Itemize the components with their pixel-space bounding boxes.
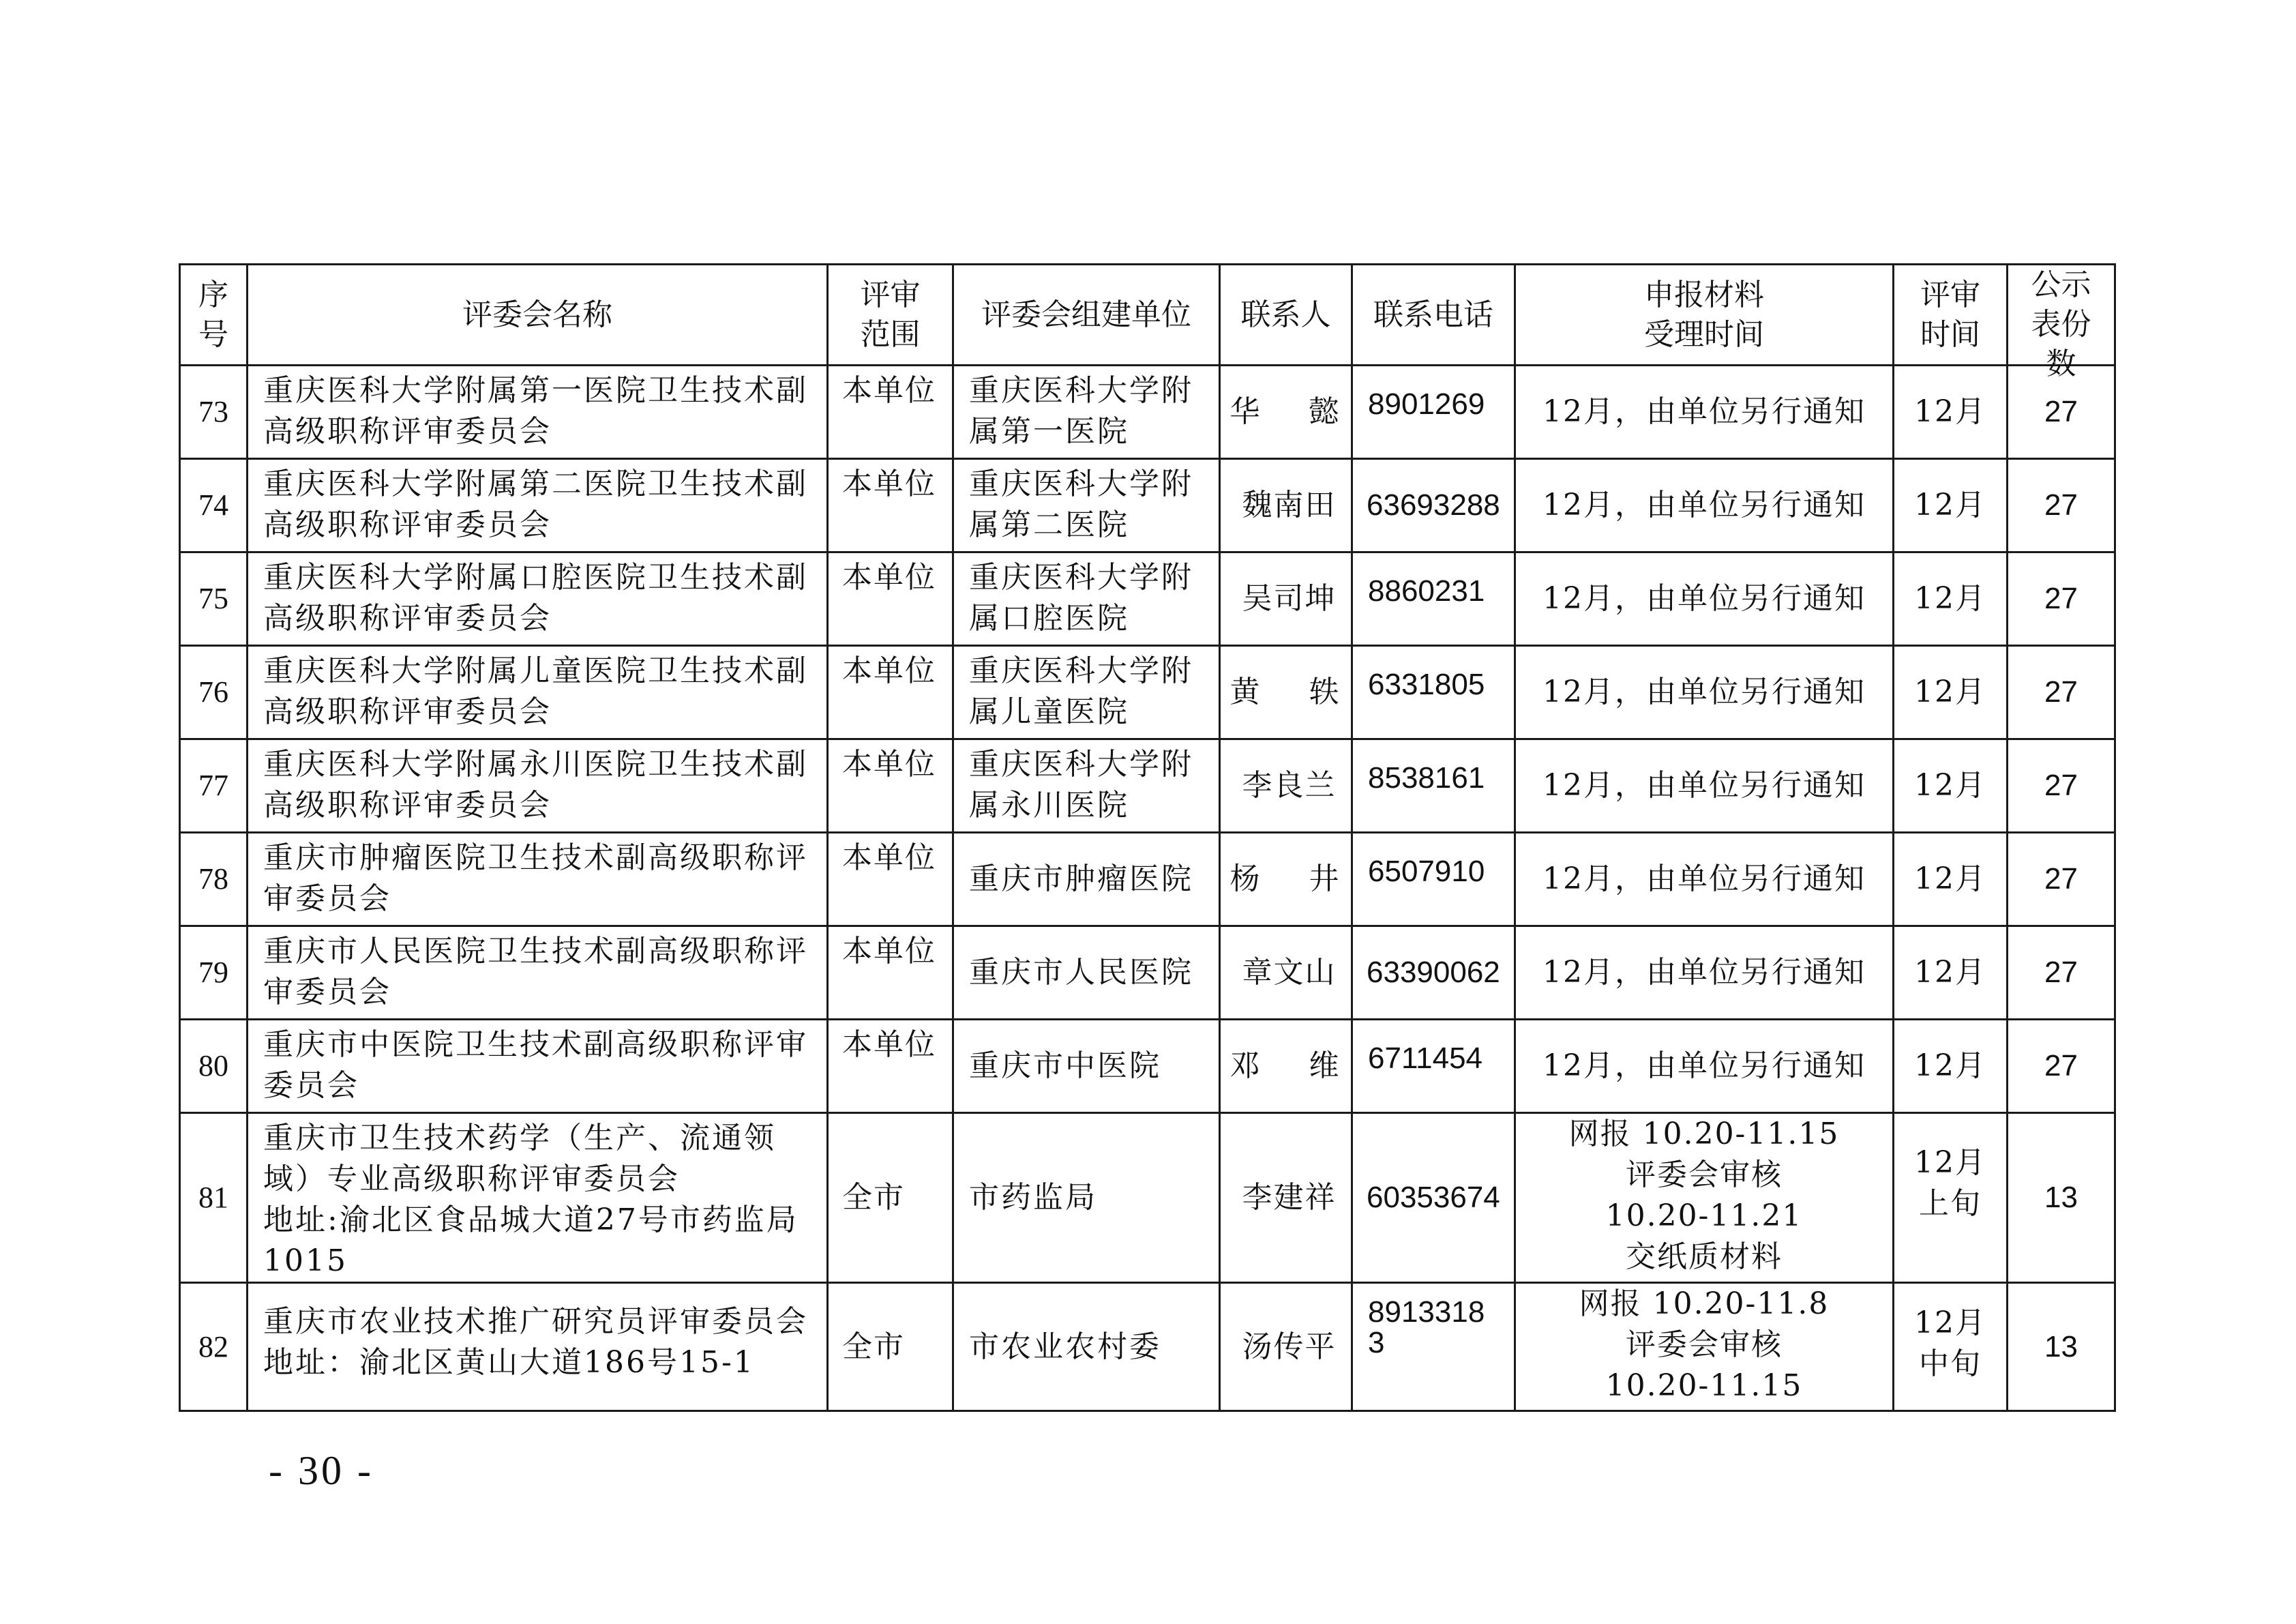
row-no: 73 bbox=[180, 366, 248, 459]
contact-phone: 6331805 bbox=[1352, 646, 1515, 739]
review-scope: 全市 bbox=[828, 1283, 953, 1411]
accept-time: 12月，由单位另行通知 bbox=[1515, 646, 1894, 739]
review-scope: 本单位 bbox=[828, 833, 953, 926]
copies-count: 27 bbox=[2008, 552, 2115, 646]
committee-name: 重庆医科大学附属口腔医院卫生技术副高级职称评审委员会 bbox=[248, 552, 828, 646]
table-row bbox=[180, 1283, 2115, 1411]
review-scope: 本单位 bbox=[828, 739, 953, 833]
committee-name: 重庆医科大学附属永川医院卫生技术副高级职称评审委员会 bbox=[248, 739, 828, 833]
row-no: 76 bbox=[180, 646, 248, 739]
header-copies: 公示 表份 数 bbox=[2008, 265, 2115, 366]
review-scope: 本单位 bbox=[828, 459, 953, 552]
row-no: 82 bbox=[180, 1283, 248, 1411]
contact-person: 杨 井 bbox=[1220, 833, 1352, 926]
committee-table bbox=[179, 263, 2116, 1412]
review-time: 12月 bbox=[1894, 1020, 2008, 1113]
accept-time: 12月，由单位另行通知 bbox=[1515, 552, 1894, 646]
contact-phone: 8538161 bbox=[1352, 739, 1515, 833]
committee-name: 重庆市人民医院卫生技术副高级职称评审委员会 bbox=[248, 926, 828, 1020]
table-row bbox=[180, 833, 2115, 926]
review-scope: 本单位 bbox=[828, 1020, 953, 1113]
review-time: 12月 中旬 bbox=[1894, 1283, 2008, 1411]
page-number: - 30 - bbox=[269, 1448, 374, 1493]
review-time: 12月 上旬 bbox=[1894, 1113, 2008, 1283]
committee-address: 地址:渝北区食品城大道27号市药监局1015 bbox=[263, 1202, 799, 1278]
header-phone: 联系电话 bbox=[1352, 265, 1515, 366]
committee-name: 重庆医科大学附属第一医院卫生技术副高级职称评审委员会 bbox=[248, 366, 828, 459]
copies-count: 27 bbox=[2008, 459, 2115, 552]
contact-person: 魏南田 bbox=[1220, 459, 1352, 552]
row-no: 78 bbox=[180, 833, 248, 926]
accept-time: 12月，由单位另行通知 bbox=[1515, 833, 1894, 926]
copies-count: 27 bbox=[2008, 833, 2115, 926]
row-no: 79 bbox=[180, 926, 248, 1020]
row-no: 77 bbox=[180, 739, 248, 833]
header-unit: 评委会组建单位 bbox=[953, 265, 1220, 366]
table-row bbox=[180, 1113, 2115, 1283]
contact-phone: 63693288 bbox=[1352, 459, 1515, 552]
accept-time: 12月，由单位另行通知 bbox=[1515, 926, 1894, 1020]
contact-person: 汤传平 bbox=[1220, 1283, 1352, 1411]
accept-time: 12月，由单位另行通知 bbox=[1515, 1020, 1894, 1113]
table-row bbox=[180, 459, 2115, 552]
organizing-unit: 重庆市中医院 bbox=[953, 1020, 1220, 1113]
review-time: 12月 bbox=[1894, 739, 2008, 833]
organizing-unit: 重庆医科大学附属第一医院 bbox=[953, 366, 1220, 459]
header-no: 序 号 bbox=[180, 265, 248, 366]
review-time: 12月 bbox=[1894, 926, 2008, 1020]
review-scope: 本单位 bbox=[828, 366, 953, 459]
header-row bbox=[180, 265, 2115, 366]
review-time: 12月 bbox=[1894, 646, 2008, 739]
committee-name: 重庆市肿瘤医院卫生技术副高级职称评审委员会 bbox=[248, 833, 828, 926]
committee-name-text: 重庆市卫生技术药学（生产、流通领域）专业高级职称评审委员会 bbox=[263, 1121, 776, 1196]
row-no: 74 bbox=[180, 459, 248, 552]
contact-person: 华 懿 bbox=[1220, 366, 1352, 459]
committee-address: 地址：渝北区黄山大道186号15-1 bbox=[263, 1345, 755, 1380]
accept-time: 12月，由单位另行通知 bbox=[1515, 739, 1894, 833]
copies-count: 27 bbox=[2008, 646, 2115, 739]
committee-name: 重庆医科大学附属第二医院卫生技术副高级职称评审委员会 bbox=[248, 459, 828, 552]
committee-name-text: 重庆市农业技术推广研究员评审委员会 bbox=[263, 1304, 808, 1339]
copies-count: 27 bbox=[2008, 366, 2115, 459]
contact-person: 黄 轶 bbox=[1220, 646, 1352, 739]
organizing-unit: 市药监局 bbox=[953, 1113, 1220, 1283]
row-no: 75 bbox=[180, 552, 248, 646]
committee-name: 重庆医科大学附属儿童医院卫生技术副高级职称评审委员会 bbox=[248, 646, 828, 739]
contact-phone: 8860231 bbox=[1352, 552, 1515, 646]
committee-name bbox=[248, 1283, 828, 1411]
contact-phone: 6507910 bbox=[1352, 833, 1515, 926]
copies-count: 13 bbox=[2008, 1283, 2115, 1411]
organizing-unit: 市农业农村委 bbox=[953, 1283, 1220, 1411]
review-time: 12月 bbox=[1894, 459, 2008, 552]
header-contact: 联系人 bbox=[1220, 265, 1352, 366]
accept-time: 网报 10.20-11.15 评委会审核 10.20-11.21 交纸质材料 bbox=[1515, 1113, 1894, 1283]
organizing-unit: 重庆医科大学附属口腔医院 bbox=[953, 552, 1220, 646]
contact-phone: 63390062 bbox=[1352, 926, 1515, 1020]
row-no: 80 bbox=[180, 1020, 248, 1113]
committee-name bbox=[248, 1113, 828, 1283]
review-time: 12月 bbox=[1894, 552, 2008, 646]
table-row bbox=[180, 926, 2115, 1020]
table-row bbox=[180, 739, 2115, 833]
contact-phone: 6711454 bbox=[1352, 1020, 1515, 1113]
copies-count: 13 bbox=[2008, 1113, 2115, 1283]
accept-time: 网报 10.20-11.8 评委会审核 10.20-11.15 bbox=[1515, 1283, 1894, 1411]
contact-person: 章文山 bbox=[1220, 926, 1352, 1020]
review-time: 12月 bbox=[1894, 366, 2008, 459]
copies-count: 27 bbox=[2008, 926, 2115, 1020]
table-row bbox=[180, 646, 2115, 739]
copies-count: 27 bbox=[2008, 739, 2115, 833]
header-scope: 评审 范围 bbox=[828, 265, 953, 366]
contact-phone: 8901269 bbox=[1352, 366, 1515, 459]
committee-name: 重庆市中医院卫生技术副高级职称评审委员会 bbox=[248, 1020, 828, 1113]
organizing-unit: 重庆医科大学附属儿童医院 bbox=[953, 646, 1220, 739]
organizing-unit: 重庆市人民医院 bbox=[953, 926, 1220, 1020]
header-accept-time: 申报材料 受理时间 bbox=[1515, 265, 1894, 366]
copies-count: 27 bbox=[2008, 1020, 2115, 1113]
organizing-unit: 重庆市肿瘤医院 bbox=[953, 833, 1220, 926]
contact-phone: 8913318 3 bbox=[1352, 1283, 1515, 1411]
accept-time: 12月，由单位另行通知 bbox=[1515, 459, 1894, 552]
review-scope: 本单位 bbox=[828, 926, 953, 1020]
review-scope: 全市 bbox=[828, 1113, 953, 1283]
table-row bbox=[180, 366, 2115, 459]
contact-person: 李良兰 bbox=[1220, 739, 1352, 833]
header-review-time: 评审 时间 bbox=[1894, 265, 2008, 366]
contact-phone: 60353674 bbox=[1352, 1113, 1515, 1283]
contact-person: 吴司坤 bbox=[1220, 552, 1352, 646]
organizing-unit: 重庆医科大学附属永川医院 bbox=[953, 739, 1220, 833]
contact-person: 李建祥 bbox=[1220, 1113, 1352, 1283]
review-scope: 本单位 bbox=[828, 646, 953, 739]
review-time: 12月 bbox=[1894, 833, 2008, 926]
review-scope: 本单位 bbox=[828, 552, 953, 646]
accept-time: 12月，由单位另行通知 bbox=[1515, 366, 1894, 459]
table-row bbox=[180, 552, 2115, 646]
organizing-unit: 重庆医科大学附属第二医院 bbox=[953, 459, 1220, 552]
header-name: 评委会名称 bbox=[248, 265, 828, 366]
row-no: 81 bbox=[180, 1113, 248, 1283]
contact-person: 邓 维 bbox=[1220, 1020, 1352, 1113]
table-row bbox=[180, 1020, 2115, 1113]
